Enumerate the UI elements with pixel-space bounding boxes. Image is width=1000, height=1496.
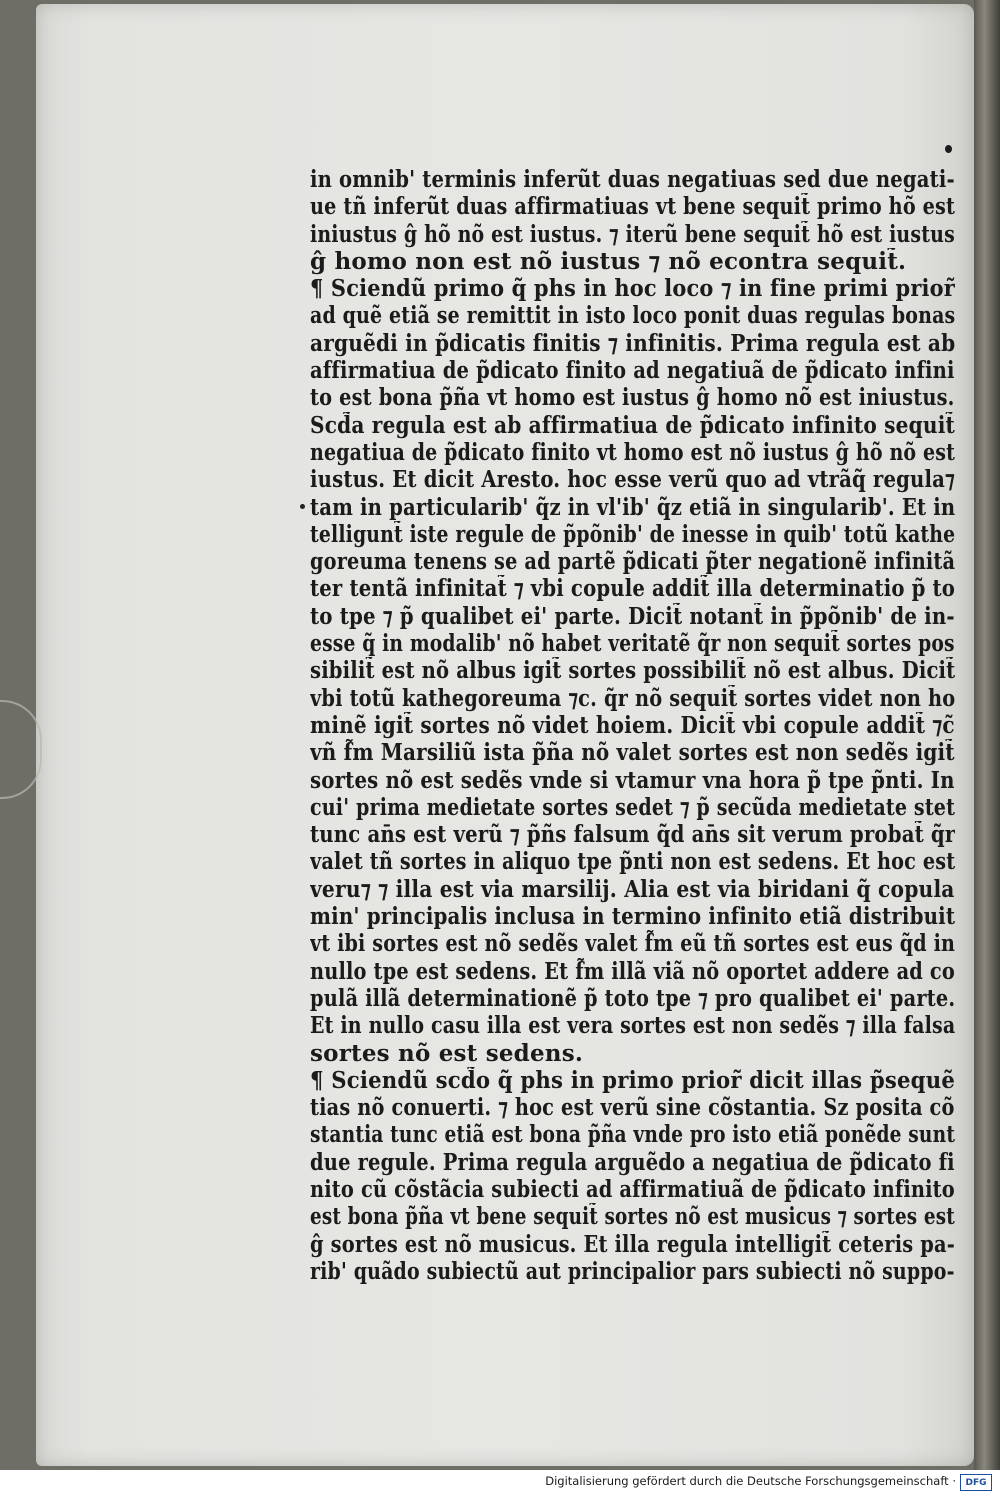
text-line: Et in nullo casu illa est vera sortes est non sedẽs ⁊ illa falsa — [310, 1012, 955, 1040]
text-line: pulã illã determinationẽ p̃ toto tpe ⁊ pro qualibet ei' parte. — [310, 984, 955, 1012]
text-line: ¶ Sciendũ scd̃o q̃ phs in primo prior̃ dicit illas p̃sequẽ — [310, 1066, 955, 1094]
text-line: tam in particularib' q̃z in vl'ib' q̃z etiã in singularib'. Et in — [310, 493, 956, 521]
text-line: ĝ homo non est nõ iustus ⁊ nõ econtra sequit̃. — [310, 247, 907, 275]
incunable-text-block — [310, 166, 955, 1285]
text-line: sortes nõ est sedẽs vnde si vtamur vna hora p̃ tpe p̃nti. In — [310, 766, 955, 794]
text-line: to est bona p̃ña vt homo est iustus ĝ homo nõ est iniustus. — [310, 384, 955, 412]
dfg-credit-text: Digitalisierung gefördert durch die Deutsche Forschungsgemeinschaft · — [545, 1474, 956, 1488]
book-spine — [974, 0, 1000, 1470]
margin-ink-dot — [945, 145, 952, 153]
text-line: nullo tpe est sedens. Et f̃m illã viã nõ oportet addere ad co — [310, 957, 955, 985]
text-line: sortes nõ est sedens. — [310, 1039, 584, 1067]
text-line: veru⁊ ⁊ illa est via marsilij. Alia est via biridani q̃ copula — [310, 875, 955, 903]
text-line: in omnib' terminis inferũt duas negatiuas sed due negati- — [310, 166, 955, 193]
text-line: vñ f̃m Marsiliũ ista p̃ña nõ valet sortes est non sedẽs igit̃ — [310, 739, 955, 767]
text-line: telligunt̃ iste regule de p̃põnib' de inesse in quib' totũ kathe — [310, 520, 955, 548]
text-line: Scd̃a regula est ab affirmatiua de p̃dicato infinito sequit̃ — [310, 411, 955, 439]
text-line: to tpe ⁊ p̃ qualibet ei' parte. Dicit̃ notant̃ in p̃põnib' de in- — [310, 602, 955, 630]
text-line: tunc an̄s est verũ ⁊ p̃ñs falsum q̃d an̄s sit verum probat̃ q̃r — [310, 821, 956, 849]
text-line: rib' quãdo subiectũ aut principalior pars subiecti nõ suppo- — [310, 1257, 955, 1285]
text-line: ĝ sortes est nõ musicus. Et illa regula intelligit̃ ceteris pa- — [310, 1230, 955, 1258]
text-line: esse q̃ in modalib' nõ habet veritatẽ q̃r non sequit̃ sortes pos — [310, 630, 955, 658]
text-line: ue tñ inferũt duas affirmatiuas vt bene sequit̃ primo hõ est — [310, 193, 956, 221]
text-line: minẽ igit̃ sortes nõ videt hoiem. Dicit̃ vbi copule addit̃ ⁊c̃ — [310, 711, 955, 739]
dfg-logo: DFG — [960, 1474, 992, 1491]
text-line: ad quẽ etiã se remittit in isto loco ponit duas regulas bonas — [310, 302, 955, 330]
text-line: est bona p̃ña vt bene sequit̃ sortes nõ est musicus ⁊ sortes est — [310, 1203, 955, 1231]
text-line: stantia tunc etiã est bona p̃ña vnde pro isto etiã ponẽde sunt — [310, 1121, 956, 1149]
text-line: ¶ Sciendũ primo q̃ phs in hoc loco ⁊ in fine primi prior̃ — [310, 275, 955, 303]
text-line: vbi totũ kathegoreuma ⁊c. q̃r nõ sequit̃ sortes videt non ho — [310, 684, 955, 712]
text-line: iniustus ĝ hõ nõ est iustus. ⁊ iterũ bene sequit̃ hõ est iustus — [310, 220, 955, 248]
margin-ink-mark — [300, 504, 305, 509]
text-line: nito cũ cõstãcia subiecti ad affirmatiuã de p̃dicato infinito — [310, 1175, 955, 1203]
text-line: arguẽdi in p̃dicatis finitis ⁊ infinitis. Prima regula est ab — [310, 329, 956, 357]
text-line: cui' prima medietate sortes sedet ⁊ p̃ secũda medietate stet — [310, 793, 955, 821]
text-line: tias nõ conuerti. ⁊ hoc est verũ sine cõstantia. Sz posita cõ — [310, 1094, 955, 1122]
text-line: due regule. Prima regula arguẽdo a negatiua de p̃dicato fi — [310, 1148, 955, 1176]
text-line: sibilit̃ est nõ albus igit̃ sortes possibilit̃ nõ est albus. Dicit̃ — [310, 657, 955, 685]
text-line: affirmatiua de p̃dicato finito ad negatiuã de p̃dicato infini — [310, 357, 955, 385]
text-line: valet tñ sortes in aliquo tpe p̃nti non est sedens. Et hoc est — [310, 848, 956, 876]
text-line: ter tentã infinitat̃ ⁊ vbi copule addit̃ illa determinatio p̃ to — [310, 575, 955, 603]
footer-bar — [0, 1470, 1000, 1496]
text-line: goreuma tenens se ad partẽ p̃dicati p̃ter negationẽ infinitã — [310, 548, 956, 576]
text-line: negatiua de p̃dicato finito vt homo est nõ iustus ĝ hõ nõ est — [310, 438, 956, 466]
text-line: min' principalis inclusa in termino infinito etiã distribuit — [310, 903, 955, 931]
text-line: iustus. Et dicit Aresto. hoc esse verũ quo ad vtrãq̃ regula⁊ — [310, 466, 955, 494]
text-line: vt ibi sortes est nõ sedẽs valet f̃m eũ tñ sortes est eus q̃d in — [310, 930, 956, 958]
